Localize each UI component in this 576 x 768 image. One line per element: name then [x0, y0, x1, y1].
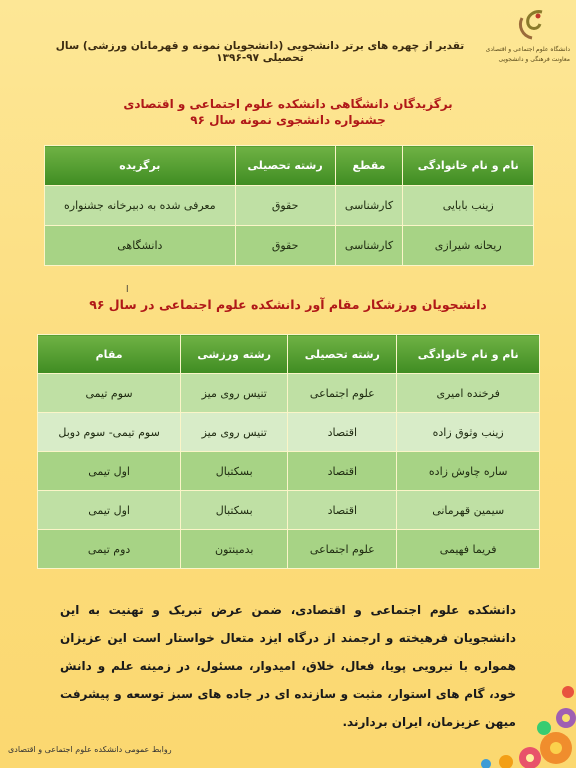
- university-logo: [485, 6, 570, 68]
- header-cell: نام و نام خانوادگی: [397, 335, 540, 374]
- table-cell: ساره چاوش زاده: [397, 452, 540, 491]
- logo-mark-icon: [512, 8, 552, 42]
- table-row: [45, 226, 534, 266]
- header-cell: مقام: [38, 335, 181, 374]
- table-cell: علوم اجتماعی: [288, 530, 397, 569]
- table-row: [45, 186, 534, 226]
- section1-title-line2: جشنواره دانشجوی نمونه سال ۹۶: [190, 113, 386, 127]
- table-cell: سوم تیمی- سوم دوبل: [38, 413, 181, 452]
- table-row: [38, 452, 540, 491]
- table-cell: اول تیمی: [38, 452, 181, 491]
- table-cell: بسکتبال: [181, 491, 288, 530]
- flower-decoration-icon: [426, 618, 576, 768]
- header-cell: رشته تحصیلی: [235, 146, 335, 186]
- table-cell: فریما فهیمی: [397, 530, 540, 569]
- table-header-row: [38, 335, 540, 374]
- table-cell: تنیس روی میز: [181, 413, 288, 452]
- table-cell: معرفی شده به دبیرخانه جشنواره: [45, 186, 236, 226]
- table-cell: اقتصاد: [288, 452, 397, 491]
- header-cell: برگزیده: [45, 146, 236, 186]
- table-cell: ریحانه شیرازی: [403, 226, 534, 266]
- header-cell: نام و نام خانوادگی: [403, 146, 534, 186]
- table-cell: سوم تیمی: [38, 374, 181, 413]
- table-row: [38, 413, 540, 452]
- athletes-table: [37, 334, 540, 569]
- table-cell: اقتصاد: [288, 491, 397, 530]
- logo-line-2: معاونت فرهنگی و دانشجویی: [498, 56, 570, 63]
- table-cell: فرخنده امیری: [397, 374, 540, 413]
- table-cell: زینب بابایی: [403, 186, 534, 226]
- header-cell: رشته ورزشی: [181, 335, 288, 374]
- table-cell: سیمین قهرمانی: [397, 491, 540, 530]
- section2-title: دانشجویان ورزشکار مقام آور دانشکده علوم اجتماعی در سال ۹۶: [89, 297, 487, 312]
- table-cell: حقوق: [235, 186, 335, 226]
- table-cell: اول تیمی: [38, 491, 181, 530]
- table-cell: دوم تیمی: [38, 530, 181, 569]
- table-header-row: [45, 146, 534, 186]
- model-students-table: [44, 145, 534, 266]
- tick-mark: ا: [126, 285, 129, 295]
- table-row: [38, 374, 540, 413]
- table-row: [38, 530, 540, 569]
- table-row: [38, 491, 540, 530]
- table-cell: زینب وثوق زاده: [397, 413, 540, 452]
- page-top-title: تقدیر از چهره های برتر دانشجویی (دانشجویان نمونه و قهرمانان ورزشی) سال تحصیلی ۹۷-۱۳۹۶: [55, 40, 465, 64]
- table-cell: تنیس روی میز: [181, 374, 288, 413]
- section1-title-line1: برگزیدگان دانشگاهی دانشکده علوم اجتماعی و اقتصادی: [123, 97, 453, 111]
- table-cell: اقتصاد: [288, 413, 397, 452]
- header-cell: مقطع: [335, 146, 403, 186]
- table-cell: بدمینتون: [181, 530, 288, 569]
- table-cell: حقوق: [235, 226, 335, 266]
- table-cell: بسکتبال: [181, 452, 288, 491]
- table-cell: کارشناسی: [335, 186, 403, 226]
- table-cell: کارشناسی: [335, 226, 403, 266]
- table-cell: دانشگاهی: [45, 226, 236, 266]
- table-cell: علوم اجتماعی: [288, 374, 397, 413]
- congratulation-paragraph: دانشکده علوم اجتماعی و اقتصادی، ضمن عرض تبریک و تهنیت به این دانشجویان فرهیخته و ارجمند از درگاه ایزد متعال خواستار است این عزیزان همواره با نیرویی پویا، فعال، خلاق، امیدوار، مسئول، در زمینه علم و دانش خود، گام های استوار، مثبت و سازنده ای در جاده های سبز توسعه و پیشرفت میهن عزیزمان، ایران بردارند.: [60, 603, 516, 729]
- logo-line-1: دانشگاه علوم اجتماعی و اقتصادی: [485, 46, 570, 53]
- header-cell: رشته تحصیلی: [288, 335, 397, 374]
- footer-credit: روابط عمومی دانشکده علوم اجتماعی و اقتصادی: [8, 745, 172, 754]
